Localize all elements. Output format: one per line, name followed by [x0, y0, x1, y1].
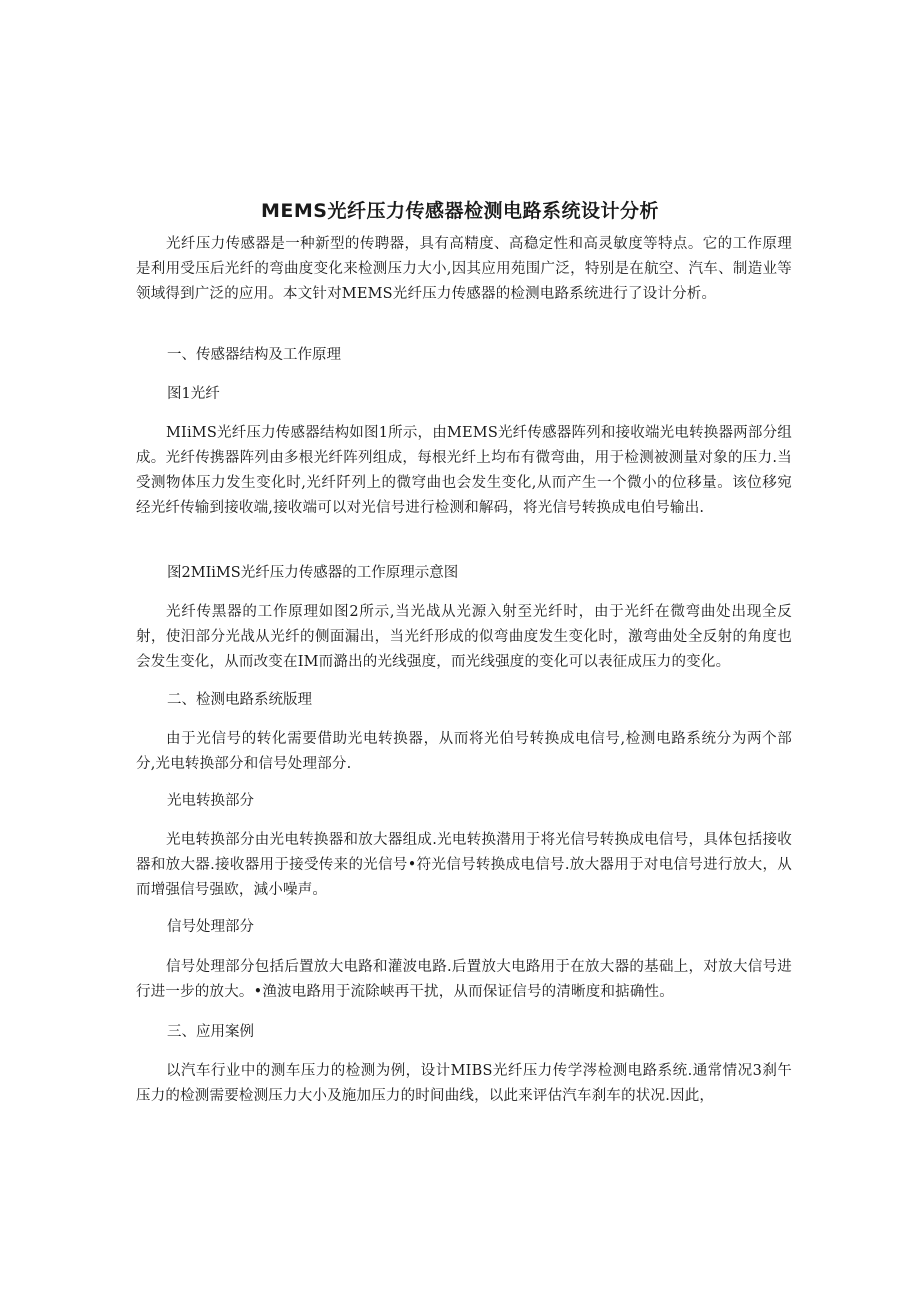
paragraph-intro: 光纤压力传感器是一种新型的传聘器，具有高精度、高稳定性和高灵敏度等特点。它的工作原理是利用受压后光纤的弯曲度变化来检测压力大小,因其应用苑围广泛，特别是在航空、汽车、制造业等领域得到广泛的应用。本文针对MEMS光纤压力传感器的检测电路系统进行了设计分析。	[136, 236, 792, 302]
paragraph-principle: 光纤传黑器的工作原理如图2所示,当光战从光源入射至光纤时，由于光纤在微弯曲处出现全反射，使汨部分光战从光纤的侧面漏出，当光纤形成的似弯曲度发生变化时，激弯曲处全反射的角度也会发生变化，从而改变在IM而潞出的光线强度，而光线强度的变化可以表征成压力的变化。	[136, 604, 792, 670]
subsection-heading-photoelectric: 光电转换部分	[167, 793, 254, 809]
figure-caption-2: 图2MIiMS光纤压力传感器的工作原理示意图	[167, 565, 459, 581]
paragraph-signal: 信号处理部分包括后置放大电路和灌波电路.后置放大电路用于在放大器的基础上，对放大信号进行进一步的放大。•渔波电路用于流除峡再干扰，从而保证信号的清晰度和掂确性。	[136, 959, 792, 1000]
section-heading-1: 一、传感器结构及工作原理	[167, 347, 341, 363]
paragraph-photoelectric: 光电转换部分由光电转换器和放大器组成.光电转换潜用于将光信号转换成电信号，具体包括接收器和放大器.接收器用于接受传来的光信号•符光信号转换成电信号.放大器用于对电信号进行放大，从而增强信号强欧，減小噪声。	[136, 832, 792, 898]
subsection-heading-signal: 信号处理部分	[167, 919, 254, 935]
figure-caption-1: 图1光纤	[167, 386, 220, 402]
paragraph-structure: MIiMS光纤压力传感器结构如图1所示，由MEMS光纤传感器阵列和接收端光电转换器两部分组成。光纤传携器阵列由多根光纤阵列组成，每根光纤上均布有微弯曲，用于检测被测量对象的压力.当受测物体压力发生变化时,光纤阡列上的微穹曲也会发生变化,从而产生一个微小的位移量。该位移宛经光纤传输到接收端,接收端可以对光信号进行检测和解码，将光信号转换成电伯号输出.	[136, 425, 792, 516]
document-title: MEMS光纤压力传感器检测电路系统设计分析	[261, 199, 659, 222]
paragraph-application: 以汽车行业中的测车压力的检测为例，设计MIBS光纤压力传学涔检测电路系统.通常情况3刹午压力的检测需要检测压力大小及施加压力的时间曲线，以此来评估汽车刹车的状况.因此，	[136, 1063, 792, 1104]
paragraph-circuit: 由于光信号的转化需要借助光电转换器，从而将光伯号转换成电信号,检测电路系统分为两个部分,光电转换部分和信号处理部分.	[136, 731, 792, 772]
section-heading-3: 三、应用案例	[167, 1024, 254, 1040]
section-heading-2: 二、检测电路系统版理	[167, 692, 312, 708]
